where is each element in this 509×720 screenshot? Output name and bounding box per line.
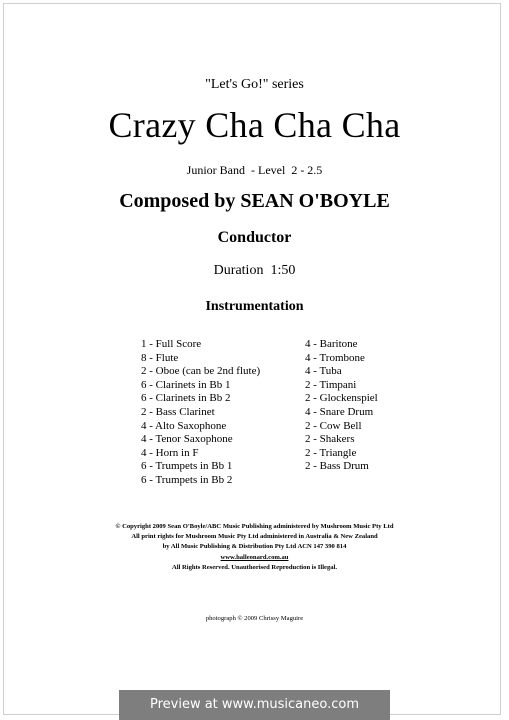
list-item: 2 - Shakers xyxy=(305,433,355,446)
list-item: 8 - Flute xyxy=(141,351,179,364)
list-item: 4 - Snare Drum xyxy=(305,405,374,418)
copyright-line: All Rights Reserved. Unauthorised Reproduction is Illegal. xyxy=(171,563,338,571)
photo-credit: photograph © 2009 Chrissy Maguire xyxy=(205,615,304,622)
list-item: 4 - Baritone xyxy=(305,338,358,350)
list-item: 4 - Tuba xyxy=(305,365,342,378)
copyright-line: All print rights for Mushroom Music Pty Ltd administered in Australia & New Zealand xyxy=(131,533,378,541)
list-item: 4 - Horn in F xyxy=(141,446,199,459)
copyright-line: © Copyright 2009 Sean O'Boyle/ABC Music Publishing administered by Mushroom Music Pty Ltd xyxy=(115,523,394,530)
instrumentation-list-right xyxy=(305,338,378,474)
list-item: 4 - Trombone xyxy=(305,351,365,364)
list-item: 6 - Clarinets in Bb 2 xyxy=(141,392,231,405)
duration-label: Duration 1:50 xyxy=(213,263,296,278)
instrumentation-heading: Instrumentation xyxy=(205,299,304,314)
copyright-notice xyxy=(0,522,509,573)
list-item: 6 - Trumpets in Bb 2 xyxy=(141,473,233,486)
list-item: 2 - Triangle xyxy=(305,446,357,459)
series-label: "Let's Go!" series xyxy=(205,77,304,92)
list-item: 1 - Full Score xyxy=(141,338,202,350)
list-item: 2 - Glockenspiel xyxy=(305,392,378,405)
part-name: Conductor xyxy=(217,229,292,246)
list-item: 6 - Clarinets in Bb 1 xyxy=(141,378,231,391)
list-item: 4 - Tenor Saxophone xyxy=(141,433,233,446)
list-item: 2 - Bass Clarinet xyxy=(141,405,215,418)
composer-credit: Composed by SEAN O'BOYLE xyxy=(119,190,390,212)
list-item: 2 - Oboe (can be 2nd flute) xyxy=(141,365,261,378)
instrumentation-list-left xyxy=(141,338,260,488)
piece-title: Crazy Cha Cha Cha xyxy=(108,105,401,145)
list-item: 2 - Bass Drum xyxy=(305,460,369,473)
list-item: 4 - Alto Saxophone xyxy=(141,419,227,432)
preview-banner[interactable]: Preview at www.musicaneo.com xyxy=(119,690,390,720)
list-item: 2 - Cow Bell xyxy=(305,419,362,432)
copyright-line: by All Music Publishing & Distribution Pty Ltd ACN 147 390 814 xyxy=(162,543,347,551)
level-label: Junior Band - Level 2 - 2.5 xyxy=(186,163,323,177)
publisher-link[interactable]: www.halleonard.com.au xyxy=(220,553,289,561)
list-item: 2 - Timpani xyxy=(305,378,357,391)
list-item: 6 - Trumpets in Bb 1 xyxy=(141,460,233,473)
